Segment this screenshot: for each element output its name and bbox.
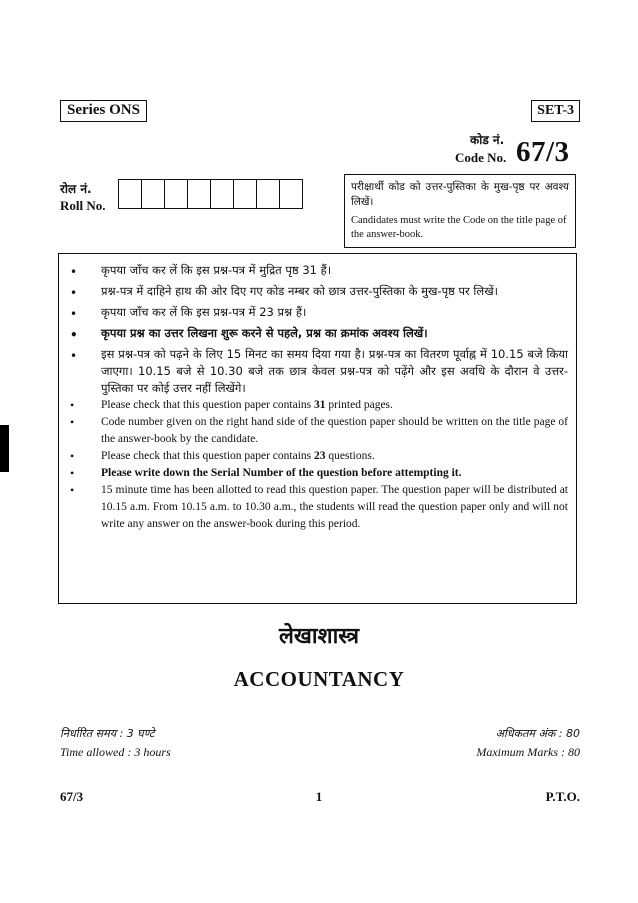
instruction-text-hindi: प्रश्न-पत्र में दाहिने हाथ की ओर दिए गए कोड नम्बर को छात्र उत्तर-पुस्तिका के मुख-पृष्ठ पर लिखें। [101, 284, 498, 298]
bullet: • [70, 483, 75, 497]
roll-digit-box[interactable] [165, 179, 188, 209]
footer-code: 67/3 [60, 789, 84, 804]
text-part: printed pages. [325, 399, 393, 411]
code-label-hindi: कोड नं. [470, 133, 505, 147]
instruction-item [67, 346, 568, 397]
bullet: • [70, 328, 78, 342]
instruction-text-english [101, 397, 568, 414]
maximum-marks-hindi: अधिकतम अंक : 80 [495, 727, 580, 740]
instruction-text-hindi: कृपया जाँच कर लें कि इस प्रश्न-पत्र में मुद्रित पृष्ठ 31 हैं। [101, 263, 332, 277]
instruction-text-english [101, 414, 568, 448]
page-edge-marker [0, 425, 9, 472]
bullet: • [70, 307, 78, 321]
candidate-note-box [344, 174, 576, 248]
instruction-text-english [101, 482, 568, 533]
instruction-item [67, 465, 568, 482]
instruction-item [67, 482, 568, 533]
emphasis: 23 [314, 450, 326, 462]
bullet: • [70, 265, 78, 279]
emphasis: Please write down the Serial Number of the question before attempting it. [101, 467, 462, 479]
instruction-item [67, 414, 568, 448]
subject-title-english: ACCOUNTANCY [233, 667, 405, 691]
roll-label-hindi: रोल नं. [60, 182, 92, 196]
roll-digit-box[interactable] [119, 179, 142, 209]
page-number: 1 [315, 789, 323, 804]
maximum-marks-english: Maximum Marks : 80 [476, 745, 580, 759]
bullet: • [70, 415, 75, 429]
instruction-text-hindi: कृपया प्रश्न का उत्तर लिखना शुरू करने से पहले, प्रश्न का क्रमांक अवश्य लिखें। [101, 326, 428, 340]
text-part: Code number given on the right hand side of the question paper should be written on the title page of the answer-book by the candidate. [101, 416, 568, 445]
bullet: • [70, 349, 78, 363]
roll-label-english: Roll No. [60, 198, 106, 213]
set-label: SET-3 [531, 100, 580, 122]
text-part: questions. [325, 450, 375, 462]
bullet: • [70, 449, 75, 463]
instruction-text-english [101, 448, 568, 465]
bullet: • [70, 466, 75, 480]
roll-digit-box[interactable] [142, 179, 165, 209]
time-allowed-english: Time allowed : 3 hours [60, 745, 171, 759]
series-label: Series ONS [60, 100, 147, 122]
code-number: 67/3 [516, 136, 570, 168]
text-part: Please check that this question paper contains [101, 450, 315, 462]
instruction-item [67, 397, 568, 414]
roll-digit-box[interactable] [257, 179, 280, 209]
bullet: • [70, 286, 78, 300]
instructions-box [58, 253, 577, 604]
pto-label: P.T.O. [545, 789, 580, 804]
roll-number-grid [118, 179, 303, 209]
roll-digit-box[interactable] [188, 179, 211, 209]
text-part: Please check that this question paper contains [101, 399, 315, 411]
time-allowed-hindi: निर्धारित समय : 3 घण्टे [60, 727, 155, 740]
instruction-text-english [101, 465, 568, 482]
bullet: • [70, 398, 75, 412]
instruction-item [67, 262, 568, 283]
roll-digit-box[interactable] [280, 179, 303, 209]
roll-digit-box[interactable] [234, 179, 257, 209]
instruction-text-hindi: कृपया जाँच कर लें कि इस प्रश्न-पत्र में 23 प्रश्न हैं। [101, 305, 307, 319]
roll-digit-box[interactable] [211, 179, 234, 209]
instruction-item [67, 325, 568, 346]
candidate-note-english: Candidates must write the Code on the title page of the answer-book. [351, 215, 567, 240]
instruction-item [67, 448, 568, 465]
code-label-english: Code No. [455, 150, 507, 165]
emphasis: 31 [314, 399, 326, 411]
text-part: 15 minute time has been allotted to read this question paper. The question paper will be distributed at 10.15 a.m. From 10.15 a.m. to 10.30 a.m., the students will read the question paper only and will not write any answer on the answer-book during this period. [101, 484, 568, 530]
instruction-item [67, 304, 568, 325]
candidate-note-hindi: परीक्षार्थी कोड को उत्तर-पुस्तिका के मुख-पृष्ठ पर अवश्य लिखें। [351, 181, 569, 208]
instruction-text-hindi: इस प्रश्न-पत्र को पढ़ने के लिए 15 मिनट का समय दिया गया है। प्रश्न-पत्र का वितरण पूर्वाह्न में 10.15 बजे किया जाएगा। 10.15 बजे से 10.30 बजे तक छात्र केवल प्रश्न-पत्र को पढ़ेंगे और इस अवधि के दौरान वे उत्तर-पुस्तिका पर कोई उत्तर नहीं लिखेंगे। [101, 347, 568, 395]
subject-title-hindi: लेखाशास्त्र [279, 624, 359, 649]
instruction-item [67, 283, 568, 304]
